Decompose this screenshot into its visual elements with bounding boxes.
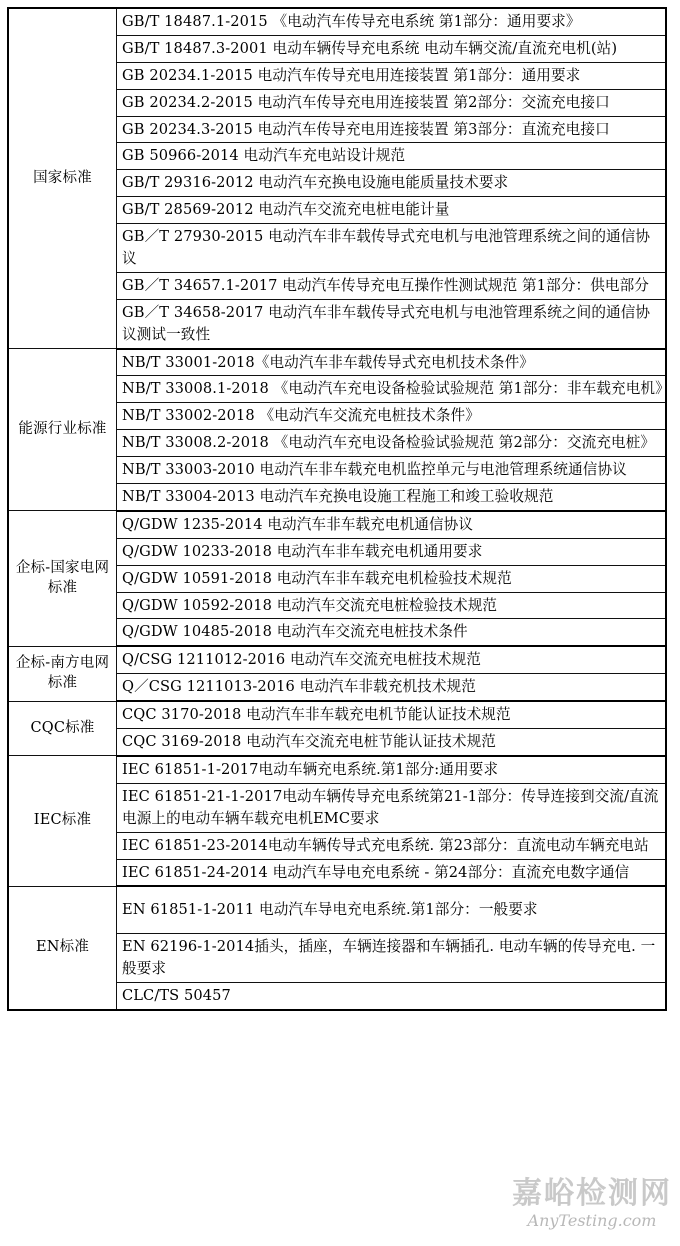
table-row xyxy=(8,886,666,933)
standard-item: EN 61851-1-2011 电动汽车导电充电系统.第1部分：一般要求 xyxy=(117,886,667,933)
watermark-english-text: AnyTesting.com xyxy=(527,1210,657,1230)
standard-item: NB/T 33004-2013 电动汽车充换电设施工程施工和竣工验收规范 xyxy=(117,484,667,511)
standard-item: NB/T 33001-2018《电动汽车非车载传导式充电机技术条件》 xyxy=(117,349,667,376)
table-row xyxy=(8,511,666,538)
standards-table-body xyxy=(8,8,670,1010)
standard-item: NB/T 33002-2018 《电动汽车交流充电桩技术条件》 xyxy=(117,403,667,430)
category-cell-energy-industry: 能源行业标准 xyxy=(8,349,117,511)
table-row xyxy=(8,646,666,673)
category-cell-national: 国家标准 xyxy=(8,8,117,349)
category-cell-iec: IEC标准 xyxy=(8,756,117,886)
standard-item: EN 62196-1-2014插头，插座，车辆连接器和车辆插孔. 电动车辆的传导充电. 一般要求 xyxy=(117,934,667,983)
standard-item: GB/T 18487.1-2015 《电动汽车传导充电系统 第1部分：通用要求》 xyxy=(117,8,667,35)
document-page xyxy=(0,7,680,1246)
standard-item: Q/GDW 10591-2018 电动汽车非车载充电机检验技术规范 xyxy=(117,565,667,592)
standards-table xyxy=(7,7,670,1011)
standard-item: GB 20234.1-2015 电动汽车传导充电用连接装置 第1部分：通用要求 xyxy=(117,62,667,89)
watermark-chinese-text: 嘉峪检测网 xyxy=(512,1175,672,1211)
standard-item: Q／CSG 1211013-2016 电动汽车非载充机技术规范 xyxy=(117,674,667,701)
standard-item: NB/T 33008.2-2018 《电动汽车充电设备检验试验规范 第2部分：交流充电桩》 xyxy=(117,430,667,457)
standard-item: CQC 3170-2018 电动汽车非车载充电机节能认证技术规范 xyxy=(117,701,667,728)
standard-item: GB 50966-2014 电动汽车充电站设计规范 xyxy=(117,143,667,170)
standard-item: GB／T 27930-2015 电动汽车非车载传导式充电机与电池管理系统之间的通信协议 xyxy=(117,224,667,273)
standard-item: NB/T 33008.1-2018 《电动汽车充电设备检验试验规范 第1部分：非车载充电机》 xyxy=(117,376,667,403)
standard-item: IEC 61851-21-1-2017电动车辆传导充电系统第21-1部分：传导连接到交流/直流电源上的电动车辆车载充电机EMC要求 xyxy=(117,783,667,832)
standard-item: Q/CSG 1211012-2016 电动汽车交流充电桩技术规范 xyxy=(117,646,667,673)
standard-item: IEC 61851-1-2017电动车辆充电系统.第1部分:通用要求 xyxy=(117,756,667,783)
table-row xyxy=(8,756,666,783)
standard-item: Q/GDW 10592-2018 电动汽车交流充电桩检验技术规范 xyxy=(117,592,667,619)
table-row xyxy=(8,701,666,728)
watermark xyxy=(512,1175,672,1230)
standard-item: GB 20234.3-2015 电动汽车传导充电用连接装置 第3部分：直流充电接口 xyxy=(117,116,667,143)
standard-item: NB/T 33003-2010 电动汽车非车载充电机监控单元与电池管理系统通信协议 xyxy=(117,457,667,484)
category-cell-en: EN标准 xyxy=(8,886,117,1010)
category-cell-cqc: CQC标准 xyxy=(8,701,117,756)
table-row xyxy=(8,349,666,376)
standard-item: GB／T 34657.1-2017 电动汽车传导充电互操作性测试规范 第1部分：供电部分 xyxy=(117,272,667,299)
standard-item: CLC/TS 50457 xyxy=(117,983,667,1010)
standard-item: GB/T 29316-2012 电动汽车充换电设施电能质量技术要求 xyxy=(117,170,667,197)
category-cell-southern-grid: 企标-南方电网标准 xyxy=(8,646,117,701)
standard-item: Q/GDW 10233-2018 电动汽车非车载充电机通用要求 xyxy=(117,538,667,565)
standard-item: GB/T 18487.3-2001 电动车辆传导充电系统 电动车辆交流/直流充电机(站) xyxy=(117,35,667,62)
table-row xyxy=(8,8,666,35)
standard-item: CQC 3169-2018 电动汽车交流充电桩节能认证技术规范 xyxy=(117,729,667,756)
standard-item: GB/T 28569-2012 电动汽车交流充电桩电能计量 xyxy=(117,197,667,224)
standard-item: GB 20234.2-2015 电动汽车传导充电用连接装置 第2部分：交流充电接口 xyxy=(117,89,667,116)
standard-item: Q/GDW 1235-2014 电动汽车非车载充电机通信协议 xyxy=(117,511,667,538)
standard-item: GB／T 34658-2017 电动汽车非车载传导式充电机与电池管理系统之间的通信协议测试一致性 xyxy=(117,299,667,348)
standard-item: Q/GDW 10485-2018 电动汽车交流充电桩技术条件 xyxy=(117,619,667,646)
category-cell-state-grid: 企标-国家电网标准 xyxy=(8,511,117,646)
standard-item: IEC 61851-23-2014电动车辆传导式充电系统. 第23部分：直流电动车辆充电站 xyxy=(117,832,667,859)
standard-item: IEC 61851-24-2014 电动汽车导电充电系统 - 第24部分：直流充电数字通信 xyxy=(117,859,667,886)
